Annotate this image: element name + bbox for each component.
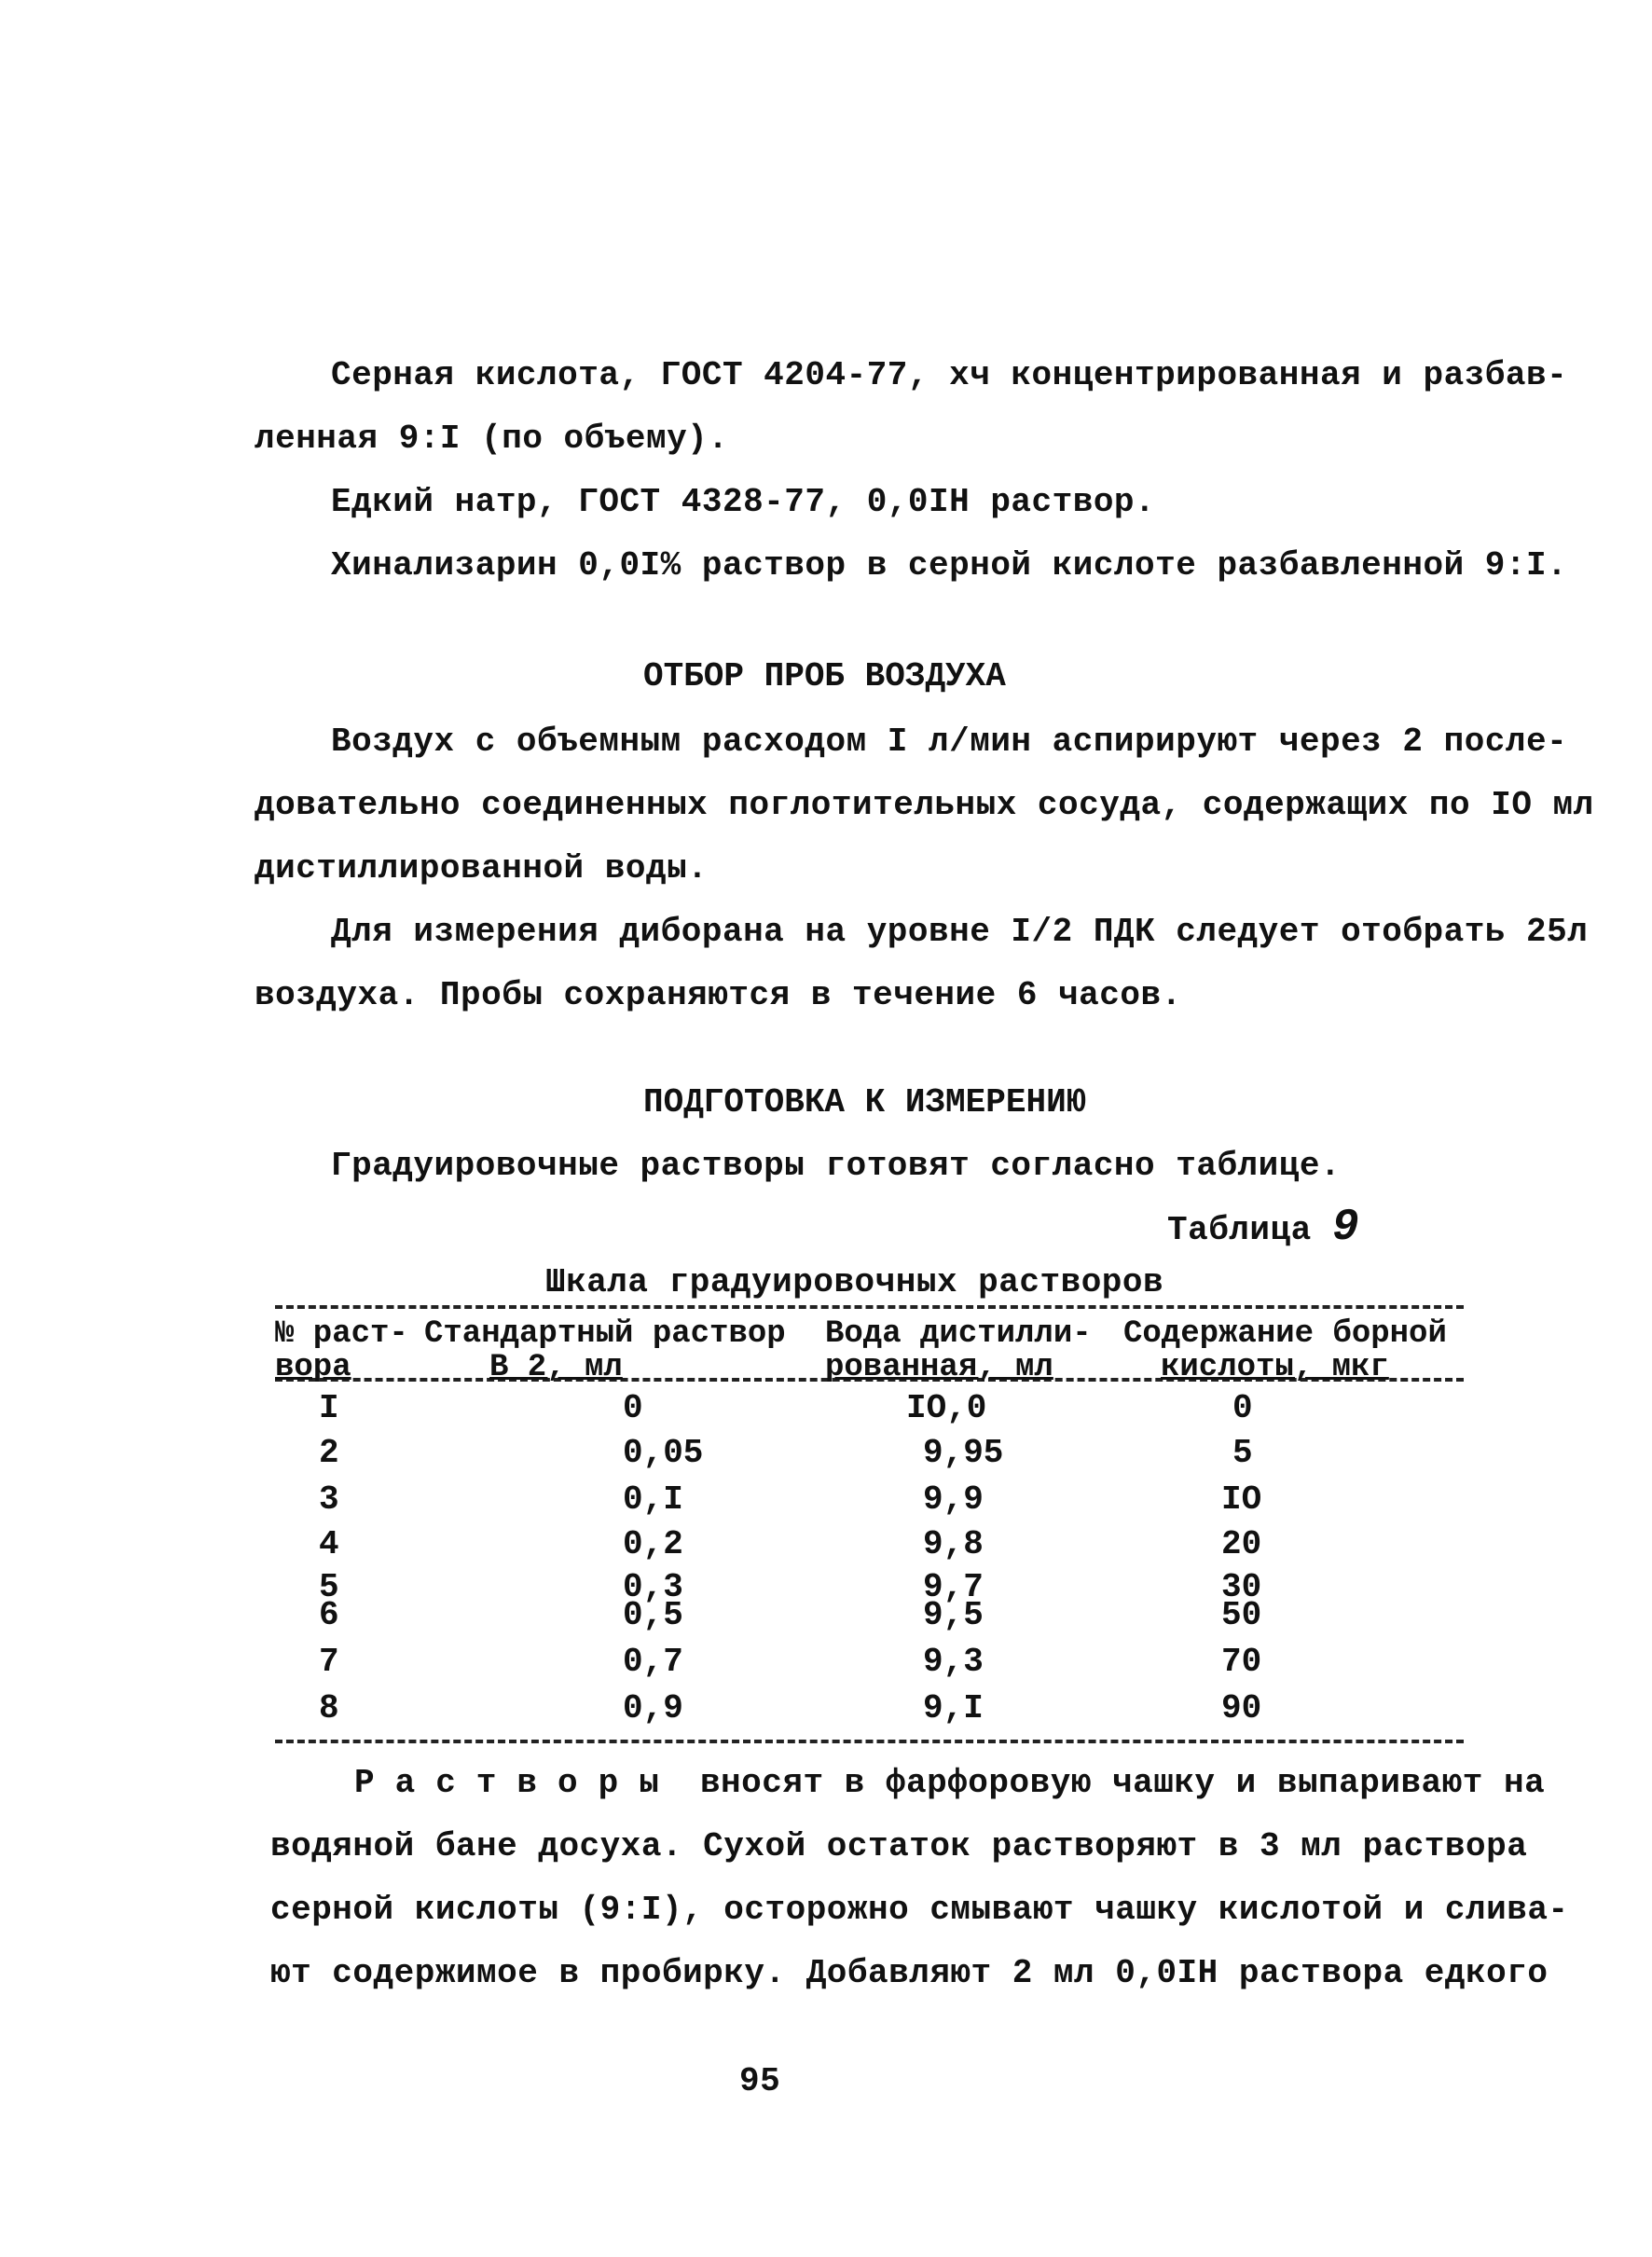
table-header-content (1123, 1317, 1447, 1384)
cell-standard: 0,3 (623, 1568, 683, 1606)
table-header-number (275, 1317, 408, 1384)
table-title: Шкала градуировочных растворов (545, 1263, 1164, 1301)
reagent-line: ленная 9:I (по объему). (255, 420, 729, 458)
cell-number: 5 (319, 1568, 339, 1606)
section-heading-air-sampling: ОТБОР ПРОБ ВОЗДУХА (643, 657, 1006, 695)
cell-number: 8 (319, 1689, 339, 1727)
section-heading-preparation: ПОДГОТОВКА К ИЗМЕРЕНИЮ (643, 1083, 1087, 1122)
line-rest: вносят в фарфоровую чашку и выпаривают на (699, 1764, 1546, 1802)
table-header-water (825, 1317, 1092, 1384)
cell-standard: 0,5 (623, 1596, 683, 1634)
cell-water: 9,5 (923, 1596, 984, 1634)
cell-water: 9,I (923, 1689, 984, 1727)
paragraph-line: Воздух с объемным расходом I л/мин аспирируют через 2 после- (331, 723, 1568, 761)
header-line: рованная, мл (825, 1350, 1053, 1385)
cell-content: 50 (1221, 1596, 1262, 1634)
cell-water: 9,3 (923, 1643, 984, 1681)
paragraph-line: воздуха. Пробы сохраняются в течение 6 часов. (255, 976, 1182, 1014)
table-header-standard (424, 1317, 786, 1384)
table-number: 9 (1331, 1203, 1360, 1253)
cell-number: 6 (319, 1596, 339, 1634)
paragraph-line: серной кислоты (9:I), осторожно смывают чашку кислотой и слива- (270, 1891, 1569, 1929)
header-line: № раст- (275, 1316, 408, 1352)
table-top-rule (275, 1305, 1464, 1309)
table-label-word: Таблица (1167, 1211, 1312, 1249)
cell-content: 20 (1221, 1525, 1262, 1563)
cell-water: 9,95 (923, 1434, 1004, 1472)
reagent-line: Едкий натр, ГОСТ 4328-77, 0,0IН раствор. (331, 483, 1156, 521)
page-number: 95 (739, 2062, 781, 2100)
cell-content: 70 (1221, 1643, 1262, 1681)
cell-standard: 0,05 (623, 1434, 704, 1472)
cell-standard: 0,2 (623, 1525, 683, 1563)
paragraph-line: Для измерения диборана на уровне I/2 ПДК следует отобрать 25л (331, 913, 1589, 951)
table-bottom-rule (275, 1740, 1464, 1743)
cell-standard: 0,9 (623, 1689, 683, 1727)
reagent-line: Серная кислота, ГОСТ 4204-77, хч концентрированная и разбав- (331, 356, 1568, 394)
cell-standard: 0 (623, 1389, 643, 1427)
paragraph-line: довательно соединенных поглотительных сосуда, содержащих по IO мл (255, 786, 1594, 824)
header-line: кислоты, мкг (1161, 1350, 1389, 1385)
paragraph-line: Градуировочные растворы готовят согласно таблице. (331, 1147, 1342, 1185)
cell-content: 5 (1232, 1434, 1253, 1472)
cell-water: 9,7 (923, 1568, 984, 1606)
header-line: Вода дистилли- (825, 1316, 1092, 1352)
cell-water: 9,9 (923, 1480, 984, 1519)
paragraph-line: водяной бане досуха. Сухой остаток растворяют в 3 мл раствора (270, 1827, 1528, 1865)
cell-number: 2 (319, 1434, 339, 1472)
cell-standard: 0,7 (623, 1643, 683, 1681)
header-line: вора (275, 1350, 351, 1385)
cell-content: 90 (1221, 1689, 1262, 1727)
cell-number: 4 (319, 1525, 339, 1563)
cell-water: 9,8 (923, 1525, 984, 1563)
cell-standard: 0,I (623, 1480, 683, 1519)
cell-number: 3 (319, 1480, 339, 1519)
cell-number: I (319, 1389, 339, 1427)
cell-number: 7 (319, 1643, 339, 1681)
header-line: В 2, мл (489, 1350, 623, 1385)
reagent-line: Хинализарин 0,0I% раствор в серной кислоте разбавленной 9:I. (331, 546, 1568, 585)
paragraph-line: дистиллированной воды. (255, 849, 709, 888)
cell-water: IO,0 (906, 1389, 987, 1427)
cell-content: 30 (1221, 1568, 1262, 1606)
cell-content: IO (1221, 1480, 1262, 1519)
cell-content: 0 (1232, 1389, 1253, 1427)
spaced-word: Растворы (354, 1764, 680, 1802)
paragraph-line (354, 1764, 1545, 1802)
table-label (1167, 1203, 1359, 1253)
header-line: Стандартный раствор (424, 1316, 786, 1352)
paragraph-line: ют содержимое в пробирку. Добавляют 2 мл 0,0IН раствора едкого (270, 1954, 1549, 1992)
header-line: Содержание борной (1123, 1316, 1447, 1352)
